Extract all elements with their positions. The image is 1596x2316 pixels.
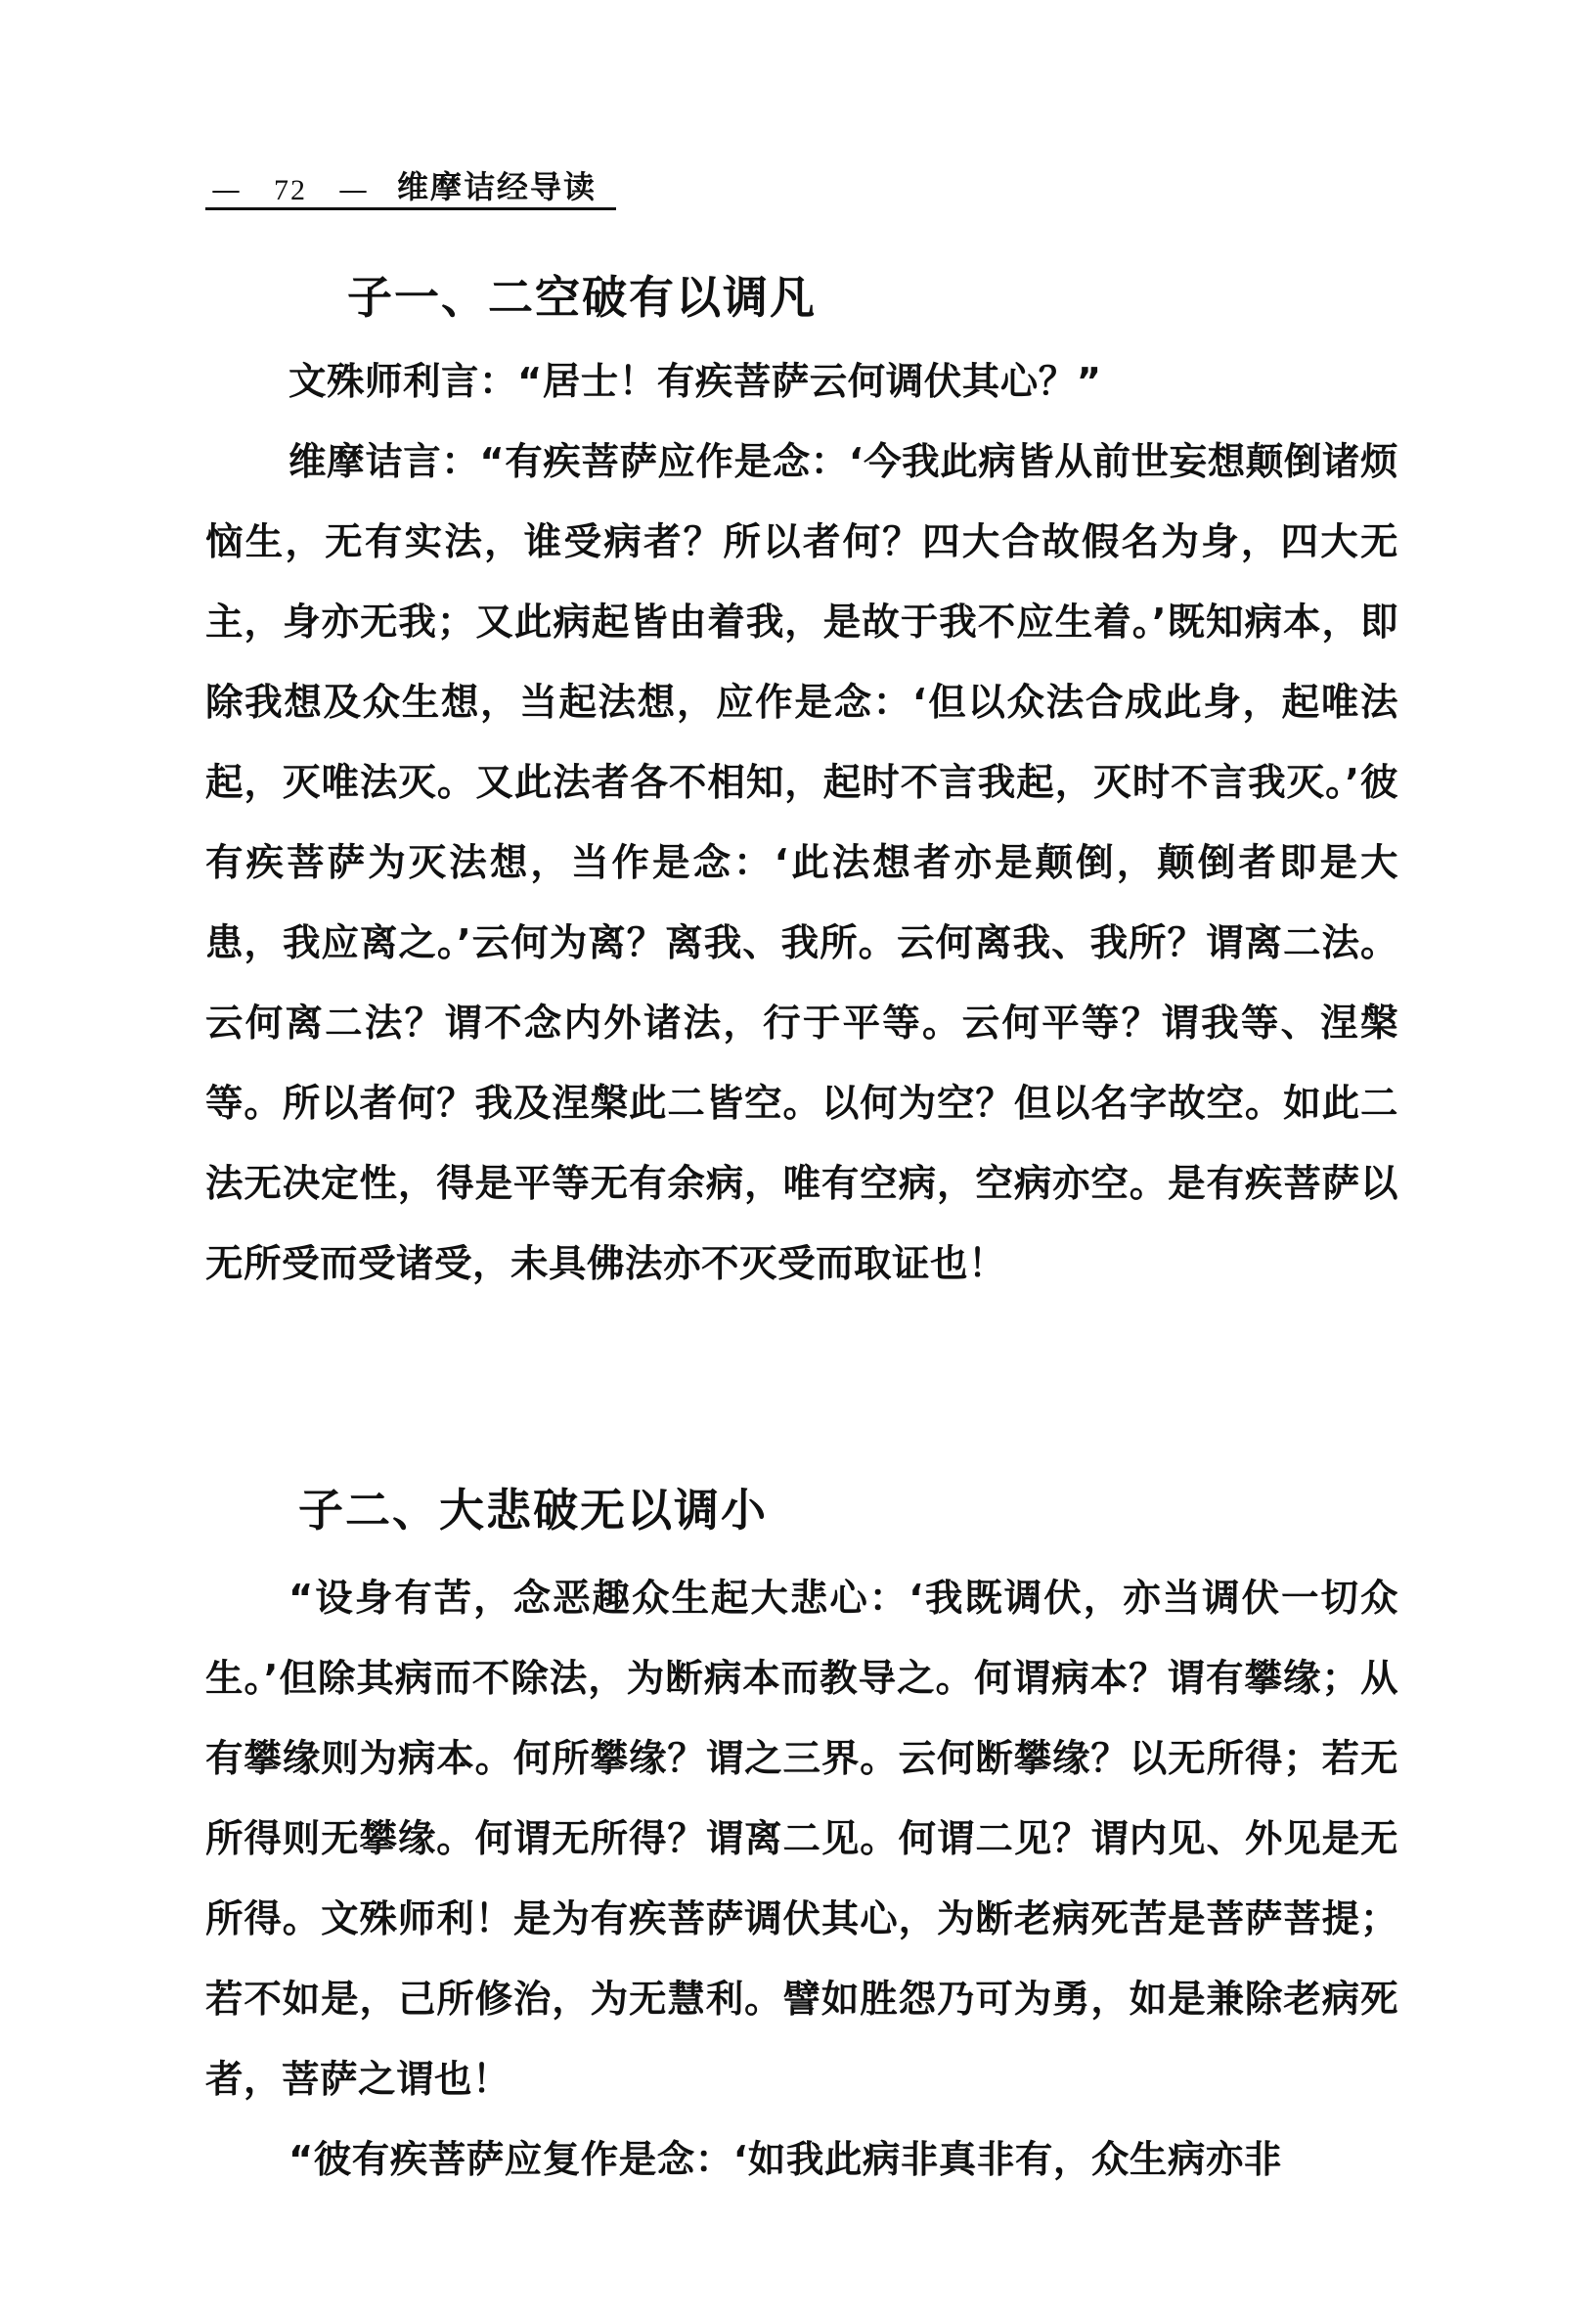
page-header xyxy=(205,156,616,210)
book-title: 维摩诘经导读 xyxy=(397,168,598,205)
paragraph-continued: “彼有疾菩萨应复作是念：‘如我此病非真非有，众生病亦非 xyxy=(288,2138,1282,2182)
section-heading-1: 子一、二空破有以调凡 xyxy=(347,271,817,324)
page-number: 72 xyxy=(274,174,307,206)
section-heading-2: 子二、大悲破无以调小 xyxy=(298,1484,768,1537)
paragraph-manjushri-question: 文殊师利言：“居士！有疾菩萨云何调伏其心？” xyxy=(288,360,1102,404)
header-dash-right: — xyxy=(338,173,370,207)
header-dash-left: — xyxy=(211,173,243,207)
paragraph-great-compassion: “设身有苦，念恶趣众生起大悲心：‘我既调伏，亦当调伏一切众生。’但除其病而不除法，为断病本而教导之。何谓病本？谓有攀缘；从有攀缘则为病本。何所攀缘？谓之三界。云何断攀缘？以无所得；若无所得则无攀缘。何谓无所得？谓离二见。何谓二见？谓内见、外见是无所得。文殊师利！是为有疾菩萨调伏其心，为断老病死苦是菩萨菩提；若不如是，己所修治，为无慧利。譬如胜怨乃可为勇，如是兼除老病死者，菩萨之谓也！ xyxy=(205,1577,1398,2102)
paragraph-vimalakirti-answer: 维摩诘言：“有疾菩萨应作是念：‘今我此病皆从前世妄想颠倒诸烦恼生，无有实法，谁受病者？所以者何？四大合故假名为身，四大无主，身亦无我；又此病起皆由着我，是故于我不应生着。’既知病本，即除我想及众生想，当起法想，应作是念：‘但以众法合成此身，起唯法起，灭唯法灭。又此法者各不相知，起时不言我起，灭时不言我灭。’彼有疾菩萨为灭法想，当作是念：‘此法想者亦是颠倒，颠倒者即是大患，我应离之。’云何为离？离我、我所。云何离我、我所？谓离二法。云何离二法？谓不念内外诸法，行于平等。云何平等？谓我等、涅槃等。所以者何？我及涅槃此二皆空。以何为空？但以名字故空。如此二法无决定性，得是平等无有余病，唯有空病，空病亦空。是有疾菩萨以无所受而受诸受，未具佛法亦不灭受而取证也！ xyxy=(205,440,1398,1286)
